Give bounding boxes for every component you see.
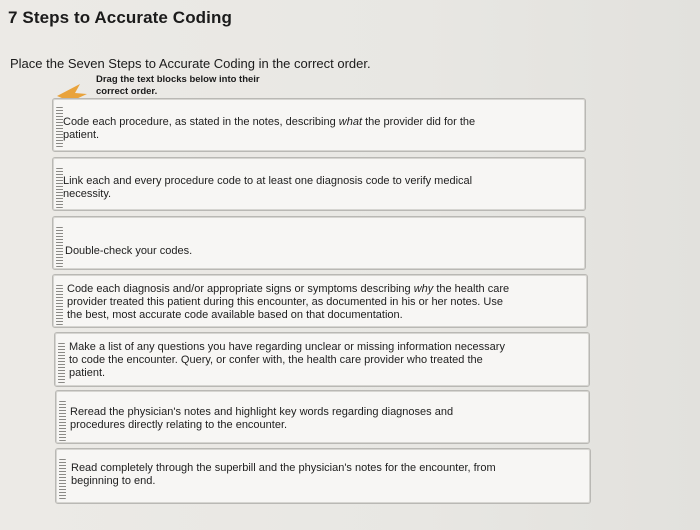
drag-block-4[interactable] (52, 274, 588, 328)
block-1-text (63, 116, 513, 142)
block-2-text-start: Link each and every procedure code to at least one diagnosis code to verify medical necessity. (63, 175, 473, 200)
drag-block-7[interactable] (55, 448, 591, 504)
block-5-text-start: Make a list of any questions you have regarding unclear or missing information necessary to code the encounter. Query, or confer with, the health care provider who treated the patient. (69, 341, 505, 379)
drag-handle-icon[interactable] (56, 227, 63, 267)
drag-handle-icon[interactable] (56, 107, 63, 147)
drag-block-2[interactable] (52, 157, 586, 211)
block-1-text-end: the provider did for the patient. (63, 116, 476, 141)
drag-handle-icon[interactable] (59, 401, 66, 441)
block-4-text-emphasis: why (413, 283, 434, 295)
drag-handle-icon[interactable] (56, 285, 63, 325)
drag-hint: Drag the text blocks below into their correct order. (96, 74, 260, 97)
block-5-text (69, 341, 514, 380)
drag-handle-icon[interactable] (59, 459, 66, 499)
drag-handle-icon[interactable] (56, 168, 63, 208)
drag-block-3[interactable] (52, 216, 586, 270)
drag-block-6[interactable] (55, 390, 590, 444)
drag-block-1[interactable] (52, 98, 586, 152)
block-1-text-start: Code each procedure, as stated in the notes, describing (63, 116, 339, 128)
question-instruction: Place the Seven Steps to Accurate Coding in the correct order. (10, 56, 371, 71)
page-title: 7 Steps to Accurate Coding (8, 8, 232, 27)
drag-block-5[interactable] (54, 332, 590, 387)
block-4-text (67, 283, 512, 322)
block-7-text-start: Read completely through the superbill and the physician's notes for the encounter, from beginning to end. (71, 462, 496, 487)
drag-handle-icon[interactable] (58, 343, 65, 383)
block-4-text-start: Code each diagnosis and/or appropriate signs or symptoms describing (67, 283, 414, 295)
block-7-text (71, 462, 516, 488)
block-3-text (65, 245, 505, 258)
block-1-text-emphasis: what (338, 116, 363, 128)
block-2-text (63, 175, 508, 201)
block-6-text (70, 406, 510, 432)
block-6-text-start: Reread the physician's notes and highlight key words regarding diagnoses and procedures directly relating to the encounter. (70, 406, 454, 431)
block-4-text-end: the health care provider treated this patient during this encounter, as documented in his or her notes. Use the best, most accurate code available based on that documentation. (67, 283, 510, 321)
block-3-text-start: Double-check your codes. (65, 245, 193, 257)
